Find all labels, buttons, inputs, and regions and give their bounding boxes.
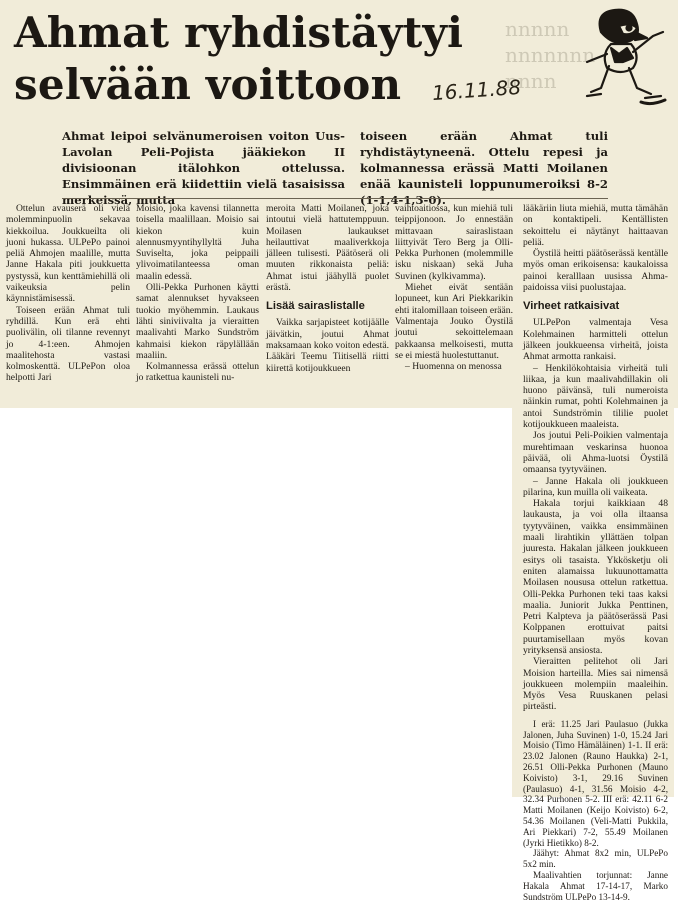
match-results: I erä: 11.25 Jari Paulasuo (Jukka Jalonen, Juha Suvinen) 1-0, 15.24 Jari Moisio (Timo Hämäläinen) 1-1. II erä: 23.02 Jalonen (Rauno Haukka) 2-1, 26.51 Olli-Pekka Purhonen (Mauno Koivisto) 3-1, 29.16 Suvinen (Paulasuo) 4-1, 31.56 Moisio 4-2, 32.34 Purhonen 5-2. III erä: 42.11 6-2 Matti Moilanen (Keijo Koivisto) 6-2, 54.36 Moilanen (Veli-Matti Pukkila, Ari Piekkari) 7-2, 55.49 Moilanen (Jyrki Hietikko) 8-2. [523, 718, 668, 848]
paragraph: Miehet eivät sentään lopuneet, kun Ari Piekkarikin ehti italomillaan toiseen erään. Valmentaja Jouko Öystilä joutui sekoittelemaan pakkaansa melkoisesti, mutta se ei miestä huolestuttanut. [395, 282, 513, 361]
paragraph: Olli-Pekka Purhonen käytti samat alennukset hyvakseen tuokio myöhemmin. Laukaus lähti siniviivalta ja vieraitten maalivahti Marko Sundström kahmaisi kiekon räpylällään maaliin. [136, 282, 259, 361]
paragraph: Hakala torjui kaikkiaan 48 laukausta, ja voi olla iltaansa tyytyväinen, vaikka ensimmäinen maali lirahtikin yllättäen tolpan juuresta. Hakalan jälkeen joukkueen esitys oli tasaista. Ykkösketju oli eniten alamaissa lukuunottamatta Moilasen noususa ottelun ratkettua. Olli-Pekka Purhonen teki taas kaksi maalia. Juniorit Jukka Penttinen, Petri Kalpteva ja päätöserässä Pasi Kolppanen erottuivat paitsi puurtamisellaan myös kovan yrityksensä ansiosta. [523, 498, 668, 656]
paragraph: Jos joutui Peli-Poikien valmentaja murehtimaan veskarinsa huonoa päivää, oli Ahma-luotsi Öystilä omaansa tyytyväinen. [523, 430, 668, 476]
subheading-mistakes: Virheet ratkaisivat [523, 300, 620, 313]
paragraph: Ottelun avauserä oli vielä molemminpuolin sekavaa kiekkoilua. Joukkueilta oli juoni hukassa. ULPePo painoi peliä Ahmojen maalille, mutta Janne Hakala piti joukkuetta pystyssä, kun kenttämiehillä oli vaikeuksia pelin käynnistämisessä. [6, 203, 130, 305]
paragraph: Toiseen erään Ahmat tuli ryhdillä. Kun erä ehti puolivälin, oli tilanne revennyt jo 4-1:een. Ahmojen maalitehosta vastasi kolmoskenttä. ULPePon oloa helpotti Jari [6, 304, 130, 384]
paragraph: meroita Matti Moilanen, joka intoutui vielä hattutemppuun. Moilasen laukaukset heilauttivat maaliverkkoja jälleen tulisesti. Päätöserä oli muuten rikkonaista peliä: Ahmat istui jäähyllä puolet erästä. [266, 203, 389, 294]
article-column-5 [523, 203, 668, 902]
paragraph: Öystilä heitti päätöserässä kentälle myös oman erikoisensa: kaukaloissa painoi keralllaan uusissa Ahma-paidoissa viisi puolustajaa. [523, 248, 668, 294]
paragraph: Vaikka sarjapisteet kotijäälle jäivätkin, joutui Ahmat maksamaan koko voiton edestä. Lääkäri Teemu Tiitisellä riitti kiirettä kotijoukkueen [266, 317, 389, 374]
article-column-4 [395, 203, 513, 372]
headline-line-2: selvään voittoon [14, 60, 402, 109]
subheading-injuries: Lisää sairaslistalle [266, 300, 365, 313]
bleed-through-text: nnnnn nnnnnnn nnnn [505, 17, 596, 93]
hawk-hockey-mascot-logo [570, 2, 672, 110]
paragraph: lääkäriin liuta miehiä, mutta tämähän on kontaktipeli. Kentällisten sekoittelu ei näytänyt haittaavan peliä. [523, 203, 668, 248]
paragraph: – Janne Hakala oli joukkueen pilarina, kun muilla oli vaikeata. [523, 475, 668, 498]
paragraph: – Huomenna on menossa [405, 361, 502, 373]
mascot-figure [587, 10, 665, 104]
article-column-2 [136, 203, 259, 384]
paragraph: Kolmannessa erässä ottelun jo ratkettua kaunisteli nu- [136, 361, 259, 384]
paragraph: Moisio, joka kavensi tilannetta toisella maalillaan. Moisio sai kiekon kuin alennusmyyntihyllyltä Juha Suviselta, joka peippaili ylivoimatilanteessa oman maalin edessä. [136, 203, 259, 282]
lead-paragraph-left [62, 128, 345, 208]
paragraph: Vieraitten pelitehot oli Jari Moision harteilla. Mies sai nimensä joukkueen molempiin maaleihin. Myös Vesa Ruuskanen pelasi pirteästi. [523, 656, 668, 713]
handwritten-date: 16.11.88 [431, 74, 522, 106]
penalties: Jäähyt: Ahmat 8x2 min, ULPePo 5x2 min. [523, 848, 668, 870]
paragraph: ULPePon valmentaja Vesa Kolehmainen harmitteli ottelun jälkeen joukkueensa virheitä, joista Ahmat armotta rankaisi. [523, 317, 668, 363]
lead-text-right: toiseen erään Ahmat tuli ryhdistäytyneenä. Ottelu repesi ja kolmannessa erässä Matti Moilanen enää kaunisteli loppunumeroiksi 8-2 (1-1,4-1,3-0). [360, 129, 608, 207]
paragraph: vaihtoaitiossa, kun miehiä tuli teippijonoon. Jo ennestään mittavaan sairaslistaan liittyivät Tero Berg ja Olli-Pekka Purhonen (molemmille isku niskaan) sekä Juha Suvinen (kylkivamma). [395, 203, 513, 282]
article-column-1 [6, 203, 130, 384]
lead-paragraph-right [360, 128, 608, 208]
column-rule [62, 198, 608, 199]
paragraph: – Henkilökohtaisia virheitä tuli liikaa, ja kun maalivahdillakin oli huono päivänsä, tuli numeroista näinkin rumat, pohti Kolehmainen ja antoi Sundströmin tililie puolet kotijoukkueen maaleista. [523, 362, 668, 431]
goalie-saves: Maalivahtien torjunnat: Janne Hakala Ahmat 17-14-17, Marko Sundström ULPePo 13-14-9. [523, 869, 668, 902]
headline-line-1: Ahmat ryhdistäytyi [14, 8, 464, 57]
article-column-3 [266, 203, 389, 374]
lead-text-left: Ahmat leipoi selvänumeroisen voiton Uus-Lavolan Peli-Pojista jääkiekon II divisioonan itälohkon ottelussa. Ensimmäinen erä kiidettiin vielä tasaisissa merkeissä, mutta [62, 129, 345, 207]
